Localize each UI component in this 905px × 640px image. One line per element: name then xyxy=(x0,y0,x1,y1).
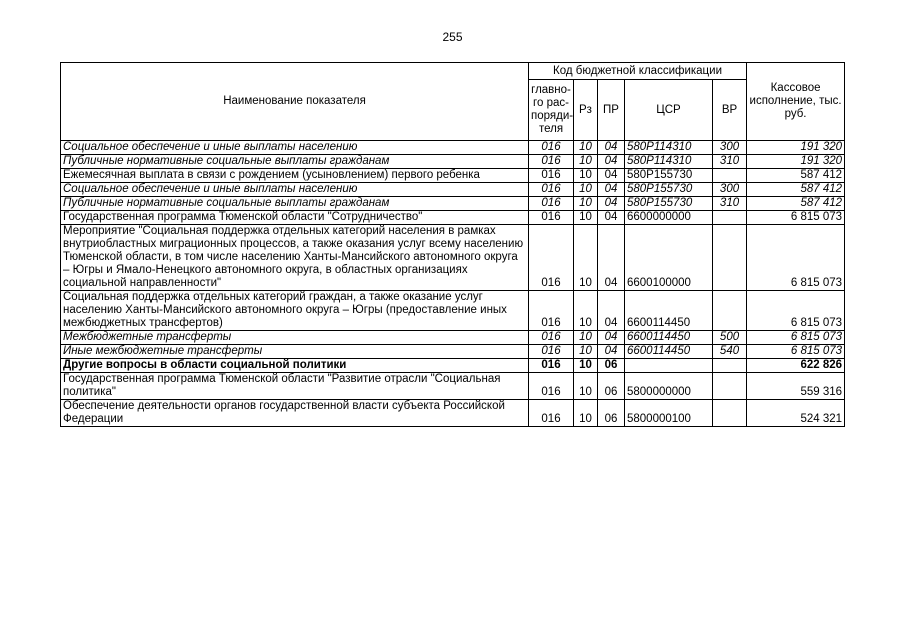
row-main-administrator: 016 xyxy=(529,225,574,291)
table-row xyxy=(61,331,845,345)
row-name: Мероприятие "Социальная поддержка отдельных категорий населения в рамках внутриобластных миграционных процессов, а также оказания услуг всему населению Тюменской области, в том числе населению Ханты-Мансийского автономного округа – Югры и Ямало-Ненецкого автономного округа, в областных организациях социальной направленности" xyxy=(61,225,529,291)
table-row xyxy=(61,225,845,291)
row-amount: 6 815 073 xyxy=(747,211,845,225)
row-vr: 310 xyxy=(713,155,747,169)
table-row xyxy=(61,169,845,183)
header-main-administrator: главно-го рас-поряди-теля xyxy=(529,80,574,141)
row-name: Социальная поддержка отдельных категорий граждан, а также оказание услуг населению Ханты-Мансийского автономного округа – Югры (предоставление иных межбюджетных трансфертов) xyxy=(61,291,529,331)
row-csr xyxy=(625,359,713,373)
row-main-administrator: 016 xyxy=(529,359,574,373)
table-row xyxy=(61,183,845,197)
header-name: Наименование показателя xyxy=(61,63,529,141)
row-vr: 500 xyxy=(713,331,747,345)
row-rz: 10 xyxy=(574,197,598,211)
header-rz: Рз xyxy=(574,80,598,141)
row-pr: 04 xyxy=(598,345,625,359)
row-amount: 524 321 xyxy=(747,400,845,427)
row-pr: 04 xyxy=(598,155,625,169)
row-name: Ежемесячная выплата в связи с рождением (усыновлением) первого ребенка xyxy=(61,169,529,183)
table-header xyxy=(61,63,845,141)
row-main-administrator: 016 xyxy=(529,141,574,155)
table-row xyxy=(61,197,845,211)
row-main-administrator: 016 xyxy=(529,183,574,197)
row-amount: 6 815 073 xyxy=(747,225,845,291)
row-rz: 10 xyxy=(574,211,598,225)
row-name: Государственная программа Тюменской области "Развитие отрасли "Социальная политика" xyxy=(61,373,529,400)
row-rz: 10 xyxy=(574,331,598,345)
row-rz: 10 xyxy=(574,400,598,427)
row-pr: 04 xyxy=(598,211,625,225)
row-vr xyxy=(713,373,747,400)
row-rz: 10 xyxy=(574,291,598,331)
row-pr: 04 xyxy=(598,225,625,291)
row-amount: 559 316 xyxy=(747,373,845,400)
row-csr: 580P114310 xyxy=(625,141,713,155)
table-row xyxy=(61,373,845,400)
table-row xyxy=(61,359,845,373)
row-amount: 6 815 073 xyxy=(747,291,845,331)
header-csr: ЦСР xyxy=(625,80,713,141)
row-csr: 6600114450 xyxy=(625,331,713,345)
row-rz: 10 xyxy=(574,345,598,359)
row-name: Другие вопросы в области социальной политики xyxy=(61,359,529,373)
row-csr: 6600100000 xyxy=(625,225,713,291)
row-main-administrator: 016 xyxy=(529,373,574,400)
row-main-administrator: 016 xyxy=(529,211,574,225)
row-name: Иные межбюджетные трансферты xyxy=(61,345,529,359)
row-name: Обеспечение деятельности органов государственной власти субъекта Российской Федерации xyxy=(61,400,529,427)
table-row xyxy=(61,141,845,155)
header-vr: ВР xyxy=(713,80,747,141)
table-row xyxy=(61,345,845,359)
row-vr: 310 xyxy=(713,197,747,211)
table-row xyxy=(61,211,845,225)
row-pr: 06 xyxy=(598,400,625,427)
table-row xyxy=(61,400,845,427)
row-amount: 191 320 xyxy=(747,155,845,169)
row-vr xyxy=(713,400,747,427)
row-rz: 10 xyxy=(574,225,598,291)
row-vr xyxy=(713,169,747,183)
row-csr: 580P155730 xyxy=(625,183,713,197)
header-cash-execution: Кассовое исполнение, тыс. руб. xyxy=(747,63,845,141)
page-number: 255 xyxy=(442,30,463,44)
table-row xyxy=(61,155,845,169)
row-csr: 580P114310 xyxy=(625,155,713,169)
row-pr: 04 xyxy=(598,141,625,155)
row-csr: 580P155730 xyxy=(625,197,713,211)
row-vr: 300 xyxy=(713,141,747,155)
table-row xyxy=(61,291,845,331)
row-amount: 6 815 073 xyxy=(747,331,845,345)
budget-table xyxy=(60,62,845,427)
row-name: Социальное обеспечение и иные выплаты населению xyxy=(61,141,529,155)
row-amount: 587 412 xyxy=(747,183,845,197)
row-name: Государственная программа Тюменской области "Сотрудничество" xyxy=(61,211,529,225)
header-pr: ПР xyxy=(598,80,625,141)
table-body xyxy=(61,141,845,427)
row-vr: 540 xyxy=(713,345,747,359)
row-amount: 587 412 xyxy=(747,169,845,183)
row-main-administrator: 016 xyxy=(529,169,574,183)
row-amount: 587 412 xyxy=(747,197,845,211)
row-csr: 580P155730 xyxy=(625,169,713,183)
row-amount: 191 320 xyxy=(747,141,845,155)
row-csr: 6600114450 xyxy=(625,345,713,359)
row-csr: 5800000000 xyxy=(625,373,713,400)
row-name: Публичные нормативные социальные выплаты гражданам xyxy=(61,197,529,211)
row-vr xyxy=(713,291,747,331)
row-pr: 06 xyxy=(598,359,625,373)
row-pr: 04 xyxy=(598,197,625,211)
row-main-administrator: 016 xyxy=(529,197,574,211)
row-csr: 5800000100 xyxy=(625,400,713,427)
row-amount: 6 815 073 xyxy=(747,345,845,359)
row-main-administrator: 016 xyxy=(529,400,574,427)
row-csr: 6600114450 xyxy=(625,291,713,331)
row-pr: 04 xyxy=(598,291,625,331)
row-pr: 04 xyxy=(598,331,625,345)
row-rz: 10 xyxy=(574,141,598,155)
row-main-administrator: 016 xyxy=(529,155,574,169)
row-vr xyxy=(713,225,747,291)
row-vr xyxy=(713,211,747,225)
row-main-administrator: 016 xyxy=(529,331,574,345)
row-main-administrator: 016 xyxy=(529,291,574,331)
row-name: Межбюджетные трансферты xyxy=(61,331,529,345)
row-name: Социальное обеспечение и иные выплаты населению xyxy=(61,183,529,197)
row-rz: 10 xyxy=(574,359,598,373)
row-csr: 6600000000 xyxy=(625,211,713,225)
row-rz: 10 xyxy=(574,155,598,169)
row-vr: 300 xyxy=(713,183,747,197)
row-rz: 10 xyxy=(574,169,598,183)
row-name: Публичные нормативные социальные выплаты гражданам xyxy=(61,155,529,169)
row-main-administrator: 016 xyxy=(529,345,574,359)
row-amount: 622 826 xyxy=(747,359,845,373)
row-rz: 10 xyxy=(574,183,598,197)
header-budget-classification: Код бюджетной классификации xyxy=(529,63,747,80)
row-pr: 06 xyxy=(598,373,625,400)
row-pr: 04 xyxy=(598,169,625,183)
row-rz: 10 xyxy=(574,373,598,400)
row-pr: 04 xyxy=(598,183,625,197)
row-vr xyxy=(713,359,747,373)
